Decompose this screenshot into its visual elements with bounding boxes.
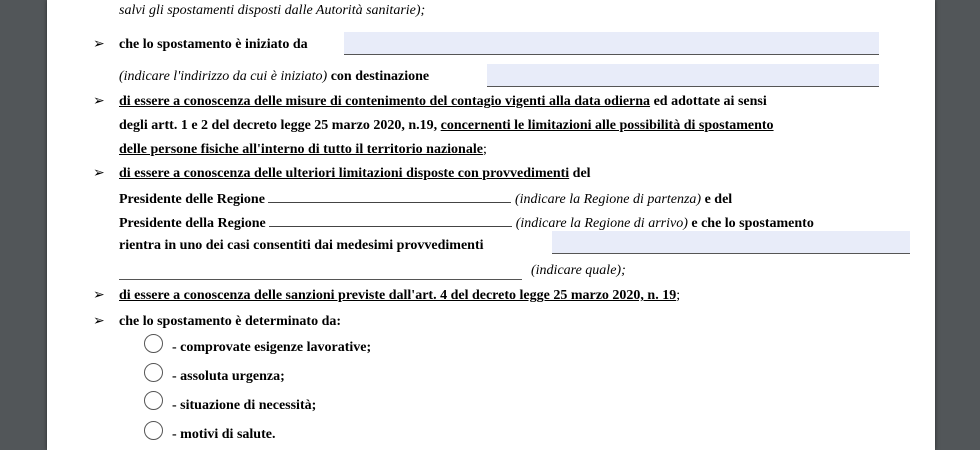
text-line-3: (indicare l'indirizzo da cui è iniziato) con destinazione [119,69,430,84]
bullet-icon: ➢ [93,166,105,181]
text-line-6: delle persone fisiche all'interno di tutto il territorio nazionale; [119,142,487,157]
option-label: - motivi di salute. [172,427,276,442]
bullet-icon: ➢ [93,37,105,52]
bullet-icon: ➢ [93,288,105,303]
departure-region-field[interactable] [297,185,543,207]
text-line-12: di essere a conoscenza delle sanzioni previste dall'art. 4 del decreto legge 25 marzo 2020, n. 19; [119,288,681,303]
option-label: - comprovate esigenze lavorative; [172,340,372,355]
document-page [47,0,935,450]
destination-field[interactable] [487,64,879,87]
text-line-1: salvi gli spostamenti disposti dalle Autorità sanitarie); [119,3,426,18]
bullet-icon: ➢ [93,94,105,109]
radio-health-reasons[interactable] [144,421,163,440]
provision-case-field-continued[interactable] [119,257,522,280]
text-line-5: degli artt. 1 e 2 del decreto legge 25 marzo 2020, n.19, concernenti le limitazioni alle possibilità di spostamento [119,118,774,133]
provision-case-field[interactable] [552,231,910,254]
text-line-9: Presidente della Regione (indicare la Regione di arrivo) e che lo spostamento [119,213,814,233]
text-line-10: rientra in uno dei casi consentiti dai medesimi provvedimenti [119,238,484,253]
radio-urgency[interactable] [144,363,163,382]
start-address-field[interactable] [344,32,879,55]
text-line-7: di essere a conoscenza delle ulteriori limitazioni disposte con provvedimenti del [119,166,591,181]
arrival-region-field[interactable] [297,209,543,231]
bullet-icon: ➢ [93,314,105,329]
option-label: - situazione di necessità; [172,398,317,413]
radio-work-reasons[interactable] [144,334,163,353]
text-line-8: Presidente delle Regione (indicare la Regione di partenza) e del [119,189,732,209]
radio-necessity[interactable] [144,391,163,410]
text-line-11: (indicare quale); [531,263,626,278]
option-label: - assoluta urgenza; [172,369,285,384]
text-line-13: che lo spostamento è determinato da: [119,314,342,329]
text-line-2: che lo spostamento è iniziato da [119,37,308,52]
text-line-4: di essere a conoscenza delle misure di contenimento del contagio vigenti alla data odierna ed adottate ai sensi [119,94,767,109]
